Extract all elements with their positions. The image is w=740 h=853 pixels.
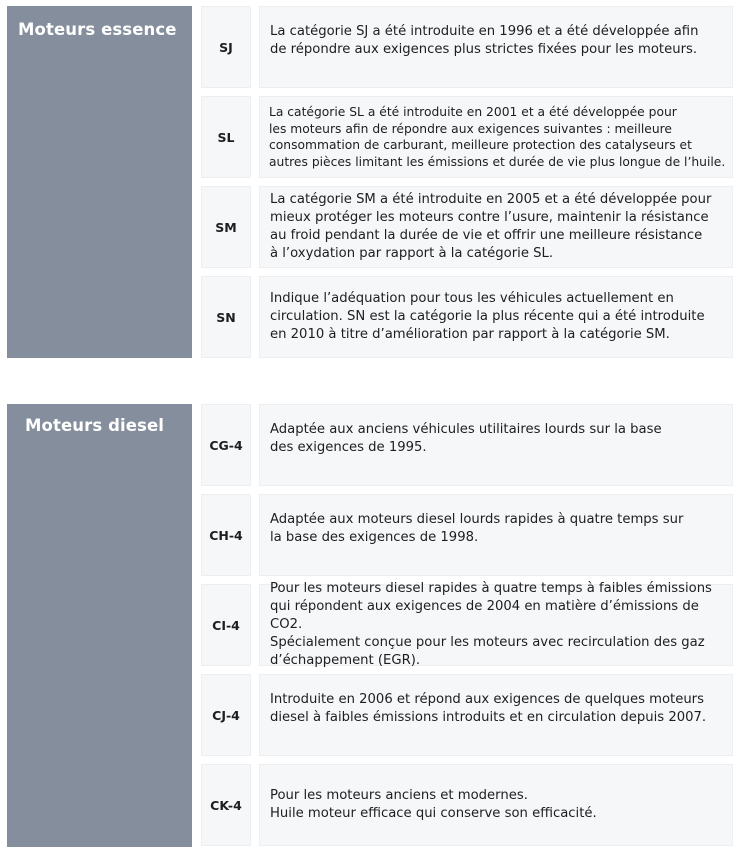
spec-description: Indique l’adéquation pour tous les véhicules actuellement en circulation. SN est la catégorie la plus récente qui a été introduite en 2010 à titre d’amélioration par rapport à la catégorie SM.: [270, 291, 705, 342]
spec-description: La catégorie SM a été introduite en 2005 et a été développée pour mieux protéger les moteurs contre l’usure, maintenir la résistance au froid pendant la durée de vie et offrir une meilleure résistance à l’oxydation par rapport à la catégorie SL.: [270, 192, 712, 261]
spec-code: CK-4: [201, 764, 251, 846]
category-panel: [7, 6, 192, 358]
category-title: Moteurs diesel: [25, 416, 165, 435]
spec-row-cj-4: [201, 674, 733, 756]
section-diesel-engines: [7, 404, 733, 847]
spec-description-cell: [259, 186, 733, 268]
spec-row-ch-4: [201, 494, 733, 576]
spec-row-ci-4: [201, 581, 733, 668]
category-panel: [7, 404, 192, 847]
spec-row-sm: [201, 186, 733, 268]
spec-description-cell: [259, 674, 733, 756]
spec-description: Adaptée aux moteurs diesel lourds rapides à quatre temps sur la base des exigences de 1998.: [270, 512, 684, 545]
spec-code: CH-4: [201, 494, 251, 576]
category-title: Moteurs essence: [18, 20, 177, 39]
spec-description-cell: [259, 404, 733, 486]
spec-code: CG-4: [201, 404, 251, 486]
spec-description-cell: [259, 494, 733, 576]
spec-description: Pour les moteurs anciens et modernes. Huile moteur efficace qui conserve son efficacité.: [270, 788, 597, 821]
spec-description-cell: [259, 96, 733, 178]
spec-code: SM: [201, 186, 251, 268]
spec-row-cg-4: [201, 404, 733, 486]
spec-row-ck-4: [201, 764, 733, 846]
section-gasoline-engines: [7, 6, 733, 358]
spec-row-sl: [201, 96, 733, 178]
spec-description-cell: [259, 764, 733, 846]
spec-code: CI-4: [201, 584, 251, 666]
spec-description-cell: [259, 581, 733, 668]
spec-code: SL: [201, 96, 251, 178]
spec-description-cell: [259, 6, 733, 88]
spec-description-cell: [259, 276, 733, 358]
spec-row-sj: [201, 6, 733, 88]
spec-description: La catégorie SL a été introduite en 2001 et a été développée pour les moteurs afin de répondre aux exigences suivantes : meilleure consommation de carburant, meilleure protection des catalyseurs et autres pièces limitant les émissions et durée de vie plus longue de l’huile.: [269, 105, 726, 169]
spec-description: La catégorie SJ a été introduite en 1996 et a été développée afin de répondre aux exigences plus strictes fixées pour les moteurs.: [270, 24, 699, 57]
spec-row-sn: [201, 276, 733, 358]
spec-description: Pour les moteurs diesel rapides à quatre temps à faibles émissions qui répondent aux exigences de 2004 en matière d’émissions de CO2. Spécialement conçue pour les moteurs avec recirculation des gaz d’échappement (EGR).: [270, 581, 712, 668]
spec-description: Introduite en 2006 et répond aux exigences de quelques moteurs diesel à faibles émissions introduits et en circulation depuis 2007.: [270, 692, 707, 725]
spec-code: CJ-4: [201, 674, 251, 756]
spec-code: SN: [201, 276, 251, 358]
spec-description: Adaptée aux anciens véhicules utilitaires lourds sur la base des exigences de 1995.: [270, 422, 662, 455]
spec-code: SJ: [201, 6, 251, 88]
